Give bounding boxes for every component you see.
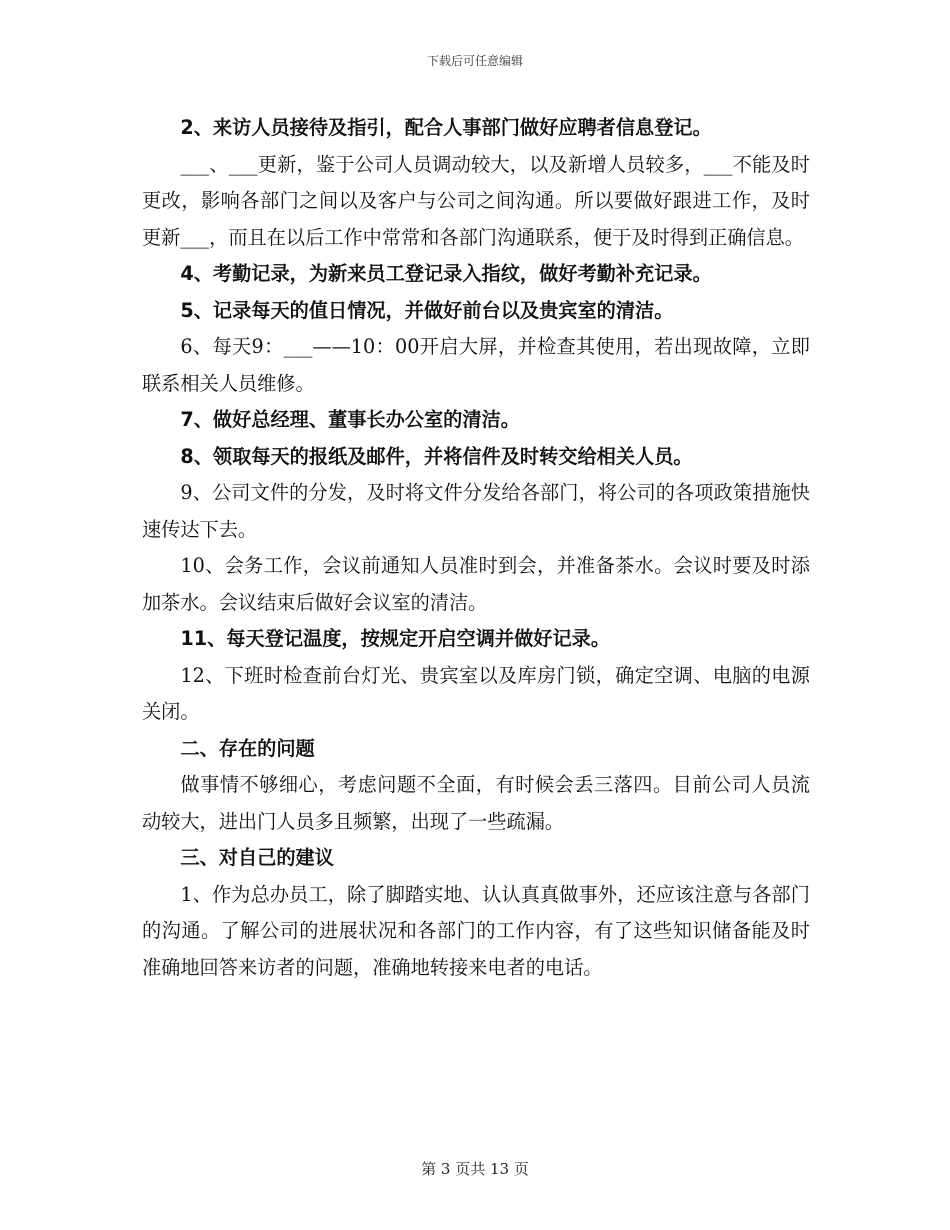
paragraph: 11、每天登记温度，按规定开启空调并做好记录。 bbox=[180, 627, 611, 650]
document-body bbox=[142, 110, 810, 986]
paragraph: 2、来访人员接待及指引，配合人事部门做好应聘者信息登记。 bbox=[180, 116, 712, 139]
section-heading: 三、对自己的建议 bbox=[180, 846, 334, 869]
paragraph: 8、领取每天的报纸及邮件，并将信件及时转交给相关人员。 bbox=[180, 444, 693, 468]
paragraph: 做事情不够细心，考虑问题不全面，有时候会丢三落四。目前公司人员流动较大，进出门人员多且频繁，出现了一些疏漏。 bbox=[142, 773, 810, 833]
page-number: 第 3 页共 13 页 bbox=[421, 1160, 529, 1178]
paragraph: 7、做好总经理、董事长办公室的清洁。 bbox=[180, 408, 520, 431]
paragraph: 6、每天9：___——10：00开启大屏，并检查其使用，若出现故障，立即联系相关人员维修。 bbox=[142, 335, 810, 395]
page-header-note: 下载后可任意编辑 bbox=[426, 54, 523, 68]
paragraph: 9、公司文件的分发，及时将文件分发给各部门，将公司的各项政策措施快速传达下去。 bbox=[142, 481, 810, 541]
paragraph: 4、考勤记录，为新来员工登记录入指纹，做好考勤补充记录。 bbox=[180, 262, 712, 285]
section-heading: 二、存在的问题 bbox=[180, 736, 315, 760]
paragraph: ___、___更新，鉴于公司人员调动较大，以及新增人员较多，___不能及时更改，影响各部门之间以及客户与公司之间沟通。所以要做好跟进工作，及时更新___，而且在以后工作中常常和各部门沟通联系，便于及时得到正确信息。 bbox=[142, 152, 810, 249]
paragraph: 10、会务工作，会议前通知人员准时到会，并准备茶水。会议时要及时添加茶水。会议结束后做好会议室的清洁。 bbox=[142, 554, 810, 614]
paragraph: 1、作为总办员工，除了脚踏实地、认认真真做事外，还应该注意与各部门的沟通。了解公司的进展状况和各部门的工作内容，有了这些知识储备能及时准确地回答来访者的问题，准确地转接来电者的电话。 bbox=[142, 882, 810, 979]
paragraph: 5、记录每天的值日情况，并做好前台以及贵宾室的清洁。 bbox=[180, 298, 674, 322]
paragraph: 12、下班时检查前台灯光、贵宾室以及库房门锁，确定空调、电脑的电源关闭。 bbox=[142, 663, 810, 723]
